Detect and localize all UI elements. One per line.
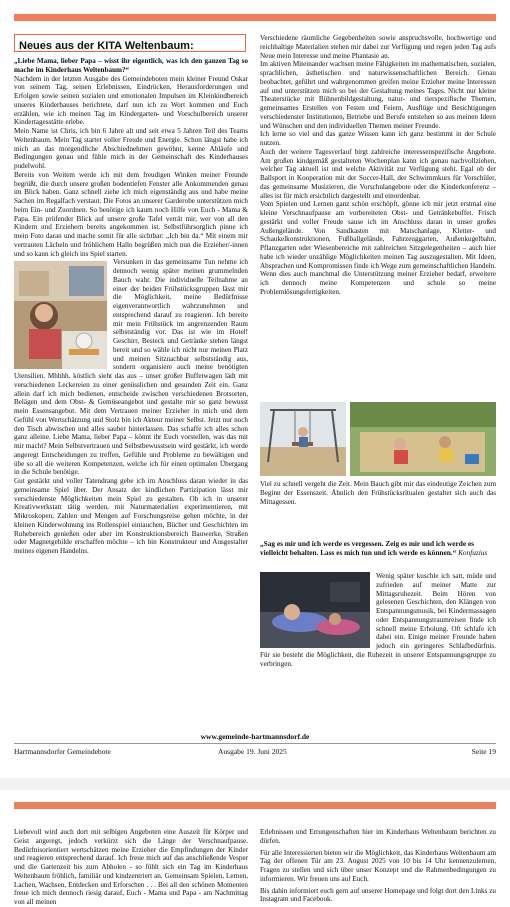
website-url[interactable]: www.gemeinde-hartmannsdorf.de [200, 732, 310, 741]
article-paragraph: Liebevoll wird auch dort mit selbigen Angeboten eine Auszeit für Körper und Geist angeregt, jedoch verkürzt sich die Länge der Verschnaufpause. Bedürfnisorientiert wertschätzen meine Erzieher die Empfindungen der Kinder und reagieren entsprechend darauf. Ich freue mich auf das anschließende Vesper und die Gartenzeit bis zum Abholen - so fühlt sich ein Tag im Kinderhaus Weltenbaum fröhlich, familiär und kindzentriert an. Gemeinsam Spielen, Lernen, Lachen, Wachsen, Entdecken und Erforschen . . . Bei all den schönen Momenten freue ich mich dennoch riesig darauf, Euch - Mama und Papa - am Nachmittag von all meinen [14, 828, 248, 906]
quote-block [260, 540, 496, 558]
breakfast-photo-image [14, 261, 107, 369]
article-paragraph: Ich lerne so viel und das ganze Wissen kann ich ganz bestimmt in der Schule nutzen. [260, 130, 496, 147]
page-separator [0, 778, 510, 790]
rest-time-image [260, 572, 370, 648]
top-accent-bar [14, 14, 496, 21]
article-paragraph: Erlebnissen und Errungenschaften hier im Kinderhaus Weltenbaum berichten zu dürfen. [260, 828, 496, 845]
article-paragraph: Mein Name ist Chris, ich bin 6 Jahre alt und seit etwa 5 Jahren Teil des Teams Weltenbaum. Mein Tag startet voller Freude und Energie. Schon längst habe ich mich an das morgendliche Abschiednehmen gewöhnt, kenne Abläufe und Bedingungen genau und fühle mich in der Gemeinschaft des Kinderhauses pudelwohl. [14, 127, 248, 170]
right-column-rest [260, 572, 496, 668]
article-paragraph: Verschiedene räumliche Gegebenheiten sowie anspruchsvolle, hochwertige und reichhaltige Materialien stehen mir dabei zur Verfügung und regen jeden Tag aufs Neue mein Interesse und meine Phantasie an. [260, 34, 496, 60]
playground-swing-image [260, 402, 346, 476]
footer-divider [14, 743, 496, 744]
article-paragraph: Wenig später kuschle ich satt, müde und zufrieden auf meiner Matte zur Mittagsruhezeit. Beim Hören von gelesenen Geschichten, den Klängen von Entspannungsmusik, bei Kindermassagen oder Entspannungstraumreisen finde ich schnell meine Erholung. Oft schlafe ich dabei ein. Einige meiner Freunde haben jedoch ein geringeres Schlafbedürfnis. Für sie besteht die Möglichkeit, die Ruhezeit in unserer Entspannungsgruppe zu verbringen. [260, 572, 496, 668]
open-day-announcement: Für alle Interessierten bieten wir die Möglichkeit, das Kinderhaus Weltenbaum am Tag der offenen Tür am 23. August 2025 von 10 bis 14 Uhr kennenzulernen, Fragen zu stellen und sich über unser Konzept und die Rahmenbedingungen zu informieren. Wir freuen uns auf Euch. [260, 848, 496, 883]
article-paragraph: Im aktiven Miteinander wachsen meine Fähigkeiten im mathematischen, sozialen, sprachlichen, ästhetischen und naturwissenschaftlichen Bereich. Genau beobachtet, geführt und wahrgenommen greifen meine Erzieher meine Interessen auf und unterstützen mich so bei der Gestaltung meines Tages. Nicht nur kleine Theaterstücke mit Bühnenbildgestaltung, natur- und tierspezifische Themen, gemeinsames Erstellen von Festen und Feiern, Ausflüge und Besichtigungen verschiedenster Institutionen, Betriebe und Berufe entstehen so aus meinen Ideen und Wünschen und den individuellen Themen meiner Freunde. [260, 60, 496, 130]
playground-photo-1 [260, 402, 346, 476]
section-title: Neues aus der KITA Weltenbaum: [19, 40, 194, 52]
sandbox-play-image [350, 402, 496, 476]
footer-issue-date: Ausgabe 19. Juni 2025 [218, 747, 287, 756]
article-paragraph: Bereits von Weitem werde ich mit dem freudigen Winken meiner Freunde begrüßt, die durch unsere großen bodentiefen Fenster alle Ankommenden genau im Blick haben. Ganz schnell ziehe ich mich eigenständig aus und habe meine Sachen im Regalfach verstaut. Die Fotos an unserer Garderobe unterstützen mich beim Ein- und Zuordnen. So benötige ich kaum noch Hilfe von Euch - Mama & Papa. Ein prüfender Blick auf unsere große Tafel verrät mir, wer von all den Kindern und Erziehern bereits angekommen ist. Selbstführsorglich pinne ich mein Foto daran und mache somit für alle sichtbar: „Ich bin da.“ Mit einem mir vertrauten Lächeln und fröhlichem Hallo begrüßen mich nun die Erzieher/-innen und so kann ich gleich ins Spiel starten. [14, 170, 248, 258]
article-paragraph: Nachdem in der letzten Ausgabe des Gemeindeboten mein kleiner Freund Oskar von seinem Tag, seinen Erlebnissen, Eindrücken, Herausforderungen und Erfolgen sowie seinen sozialen und emotionalen Impulsen im Kleinkindbereich unseres Kinderhauses berichtete, darf nun ich zu Wort kommen und Euch erzählen, wie ich meinen Tag im Kindergarten- und Vorschulbereich unserer Kindertagesstätte erlebe. [14, 74, 248, 127]
footer-page-number: Seite 19 [471, 747, 496, 756]
article-paragraph: Gut gestärkt und voller Tatendrang gebe ich im Anschluss daran wieder in das gemeinsame Spiel über. Der Ansatz der kindlichen Partizipation lässt mir verschiedenste Möglichkeiten mein Spiel zu gestalten. Ob ich in unserer Kreativwerkstatt tätig werden, mit Naturmaterialien experimentieren, mit Mikroskopen, Zahlen und Mengen auf Forschungsreise gehen möchte, in der kleinen Kinderwohnung ins Rollenspiel eintauchen, Bücher und Geschichten im Ruhebereich genießen oder aber im Konstruktionsbereich Bauwerke, Straßen oder Magnetgebilde erschaffen möchte – ich bin Konstrukteur und Ausgestalter meines eigenen Handelns. [14, 477, 248, 555]
quote-text: „Sag es mir und ich werde es vergessen. Zeig es mir und ich werde es vielleicht behalten. Lass es mich tun und ich werde es können.“ [260, 539, 474, 557]
right-column-continued [260, 480, 496, 506]
article-paragraph: Auch der weitere Tagesverlauf birgt zahlreiche interessenspezifische Angebote. Am großen kindgemäß gestalteten Wochenplan kann ich genau nachvollziehen, welcher Tag aktuell ist und welche Aktivität zur Verfügung steht. Egal ob der Ballsport in Kooperation mit der Soccer-Hall, der Schwimmkurs für Vorschüler, das gemeinsame Musizieren, die Vorschulangebote oder die Kinderkonferenz – alles ist für mich ersichtlich dargestellt und einordenbar. [260, 147, 496, 200]
quote-author: Konfuzius [458, 547, 488, 557]
article-paragraph: Viel zu schnell vergeht die Zeit. Mein Bauch gibt mir das eindeutige Zeichen zum Beginn der Essenszeit. Ähnlich den Frühstücksritualen gestaltet sich auch das Mittagessen. [260, 480, 496, 506]
breakfast-photo [14, 261, 107, 369]
article-lead: „Liebe Mama, lieber Papa – wisst ihr eigentlich, was ich den ganzen Tag so mache im Kinderhaus Weltenbaum?“ [14, 57, 248, 74]
page2-left-column [14, 828, 248, 907]
article-paragraph: Vom Spielen und Lernen ganz schön erschöpft, gönne ich mir jetzt erstmal eine kleine Verschnaufpause am vorbereiteten Obst- und Getränkebuffet. Frisch gestärkt und voller Freude sause ich im Anschluss daran in unser großes Außengelände. Von Sandkasten mit Matschanlage, Kletter- und Schaukelkonstruktionen, Fußballgelände, Fahrzeuggarten, Außenkugelbahn, Pflanzgarten oder Wiesenbereiche mit zahlreichen Sitzgelegenheiten – auch hier habe ich wieder unzählige Möglichkeiten meinen Tag auszugestalten. Mit Ideen, Absprachen und Kompromissen finde ich Wege zum gemeinschaftlichen Handeln. Wenn dies auch manchmal die Unterstützung meiner Erzieher bedarf, erweitere ich dennoch meine Kompetenzen und schule so meine Problemlösungsfertigkeiten. [260, 200, 496, 296]
top-accent-bar [14, 802, 496, 809]
section-title-box [14, 34, 246, 52]
playground-photo-2 [350, 402, 496, 476]
left-column [14, 57, 248, 556]
rest-photo [260, 572, 370, 648]
right-column [260, 34, 496, 297]
homepage-note: Bis dahin informiert euch gern auf unserer Homepage und folgt dort den Links zu Instagram und Facebook. [260, 886, 496, 904]
article-paragraph: Versunken in das gemeinsame Tun nehme ich dennoch wenig später meinen grummelnden Bauch wahr. Die individuelle Teilnahme an einer der beiden Frühstücksgruppen lässt mir die Möglichkeit, meine Bedürfnisse eigenverantwortlich wahrzunehmen und entsprechend darauf zu reagieren. Ich bereite mir mein Frühstück im angrenzenden Raum selbstständig vor. Das ist wie im Hotel! Geschirr, Besteck und Getränke stehen längst bereit und so wähle ich nicht nur meinen Platz und meinen Sitznachbar selbstständig aus, sondern organisiere auch meine benötigten Utensilien. Mhhhh, köstlich sieht das aus – unser großer Buffetwagen lädt mit verschiedenen Leckereien zu einer genüsslichen und gesunden Zeit ein. Ganz allein darf ich mich bedienen, entscheide zwischen verschiedenen Brotsorten, Belägen und dem Obst- & Gemüseangebot und gestalte mir so ganz bewusst mein Essensangebot. Mit dem Vertrauen meiner Erzieher in mich und dem Gefühl von Wertschätzung und Stolz bin ich Akteur meiner Selbst. Jetzt nur noch den Tisch abwischen und alles sauber hinterlassen. Das schaffe ich alles schon ganz alleine. Liebe Mama, lieber Papa – könnt ihr Euch vorstellen, was das mit mir macht? Mein Selbstvertrauen und Selbstbewusstsein wird gestärkt, ich werde angeregt Entscheidungen zu treffen, Gefühle und Probleme zu bewältigen und übe so all die weiteren Kompetenzen, welche ich für einen optimalen Übergang in die Schule benötige. [14, 258, 248, 477]
page2-right-column [260, 828, 496, 904]
footer-publication: Hartmannsdorfer Gemeindebote [14, 747, 111, 756]
